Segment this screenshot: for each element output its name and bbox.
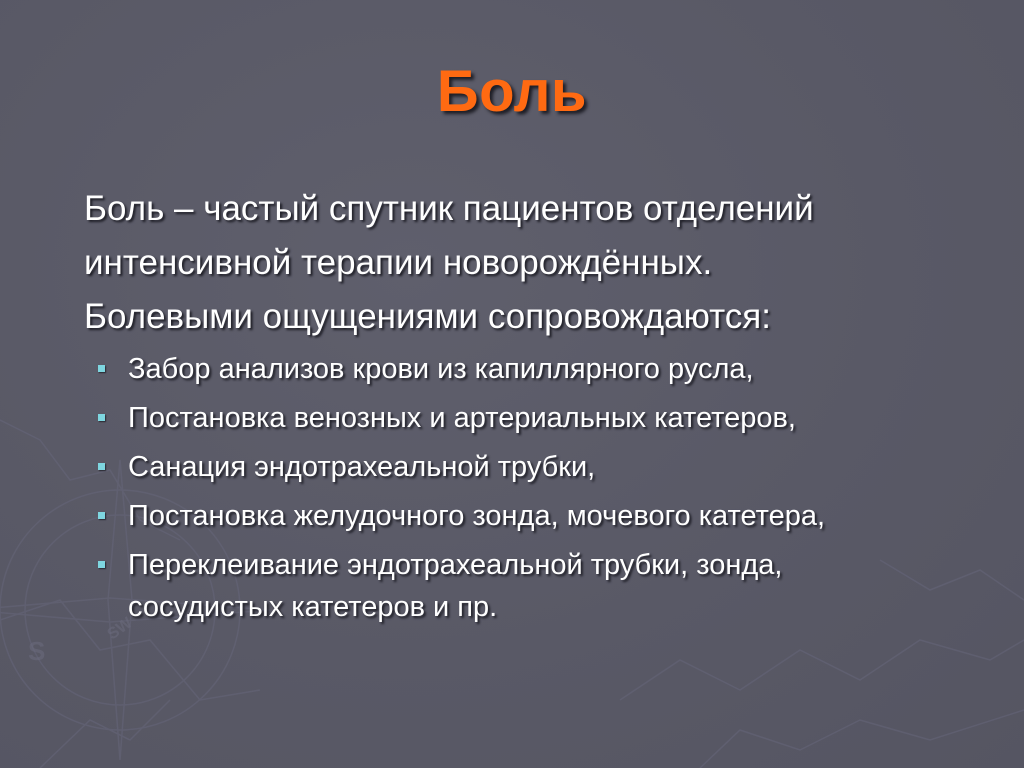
list-item [98,544,984,628]
list-item-text: Переклеивание эндотрахеальной трубки, зонда, [128,549,783,581]
bullet-list [84,348,984,628]
list-item-text: сосудистых катетеров и пр. [128,591,498,623]
list-item [98,446,984,488]
compass-s-letter: S [28,636,46,666]
list-item-text: Постановка желудочного зонда, мочевого катетера, [128,500,826,532]
list-item [98,397,984,439]
list-item [98,495,984,537]
intro-line: интенсивной терапии новорождённых. [84,243,713,282]
slide-title: Боль [436,59,588,124]
intro-line: Болевыми ощущениями сопровождаются: [84,297,771,336]
compass-sw-letter: SW [104,614,136,644]
square-bullet-icon [98,365,105,372]
list-item-text: Санация эндотрахеальной трубки, [128,451,596,483]
list-item-text: Забор анализов крови из капиллярного русла, [128,353,754,385]
square-bullet-icon [98,463,105,470]
intro-line: Боль – частый спутник пациентов отделений [84,189,814,228]
slide-body [84,182,984,635]
intro-paragraph [84,182,984,344]
square-bullet-icon [98,414,105,421]
square-bullet-icon [98,512,105,519]
list-item-text: Постановка венозных и артериальных катетеров, [128,402,796,434]
list-item [98,348,984,390]
square-bullet-icon [98,561,105,568]
